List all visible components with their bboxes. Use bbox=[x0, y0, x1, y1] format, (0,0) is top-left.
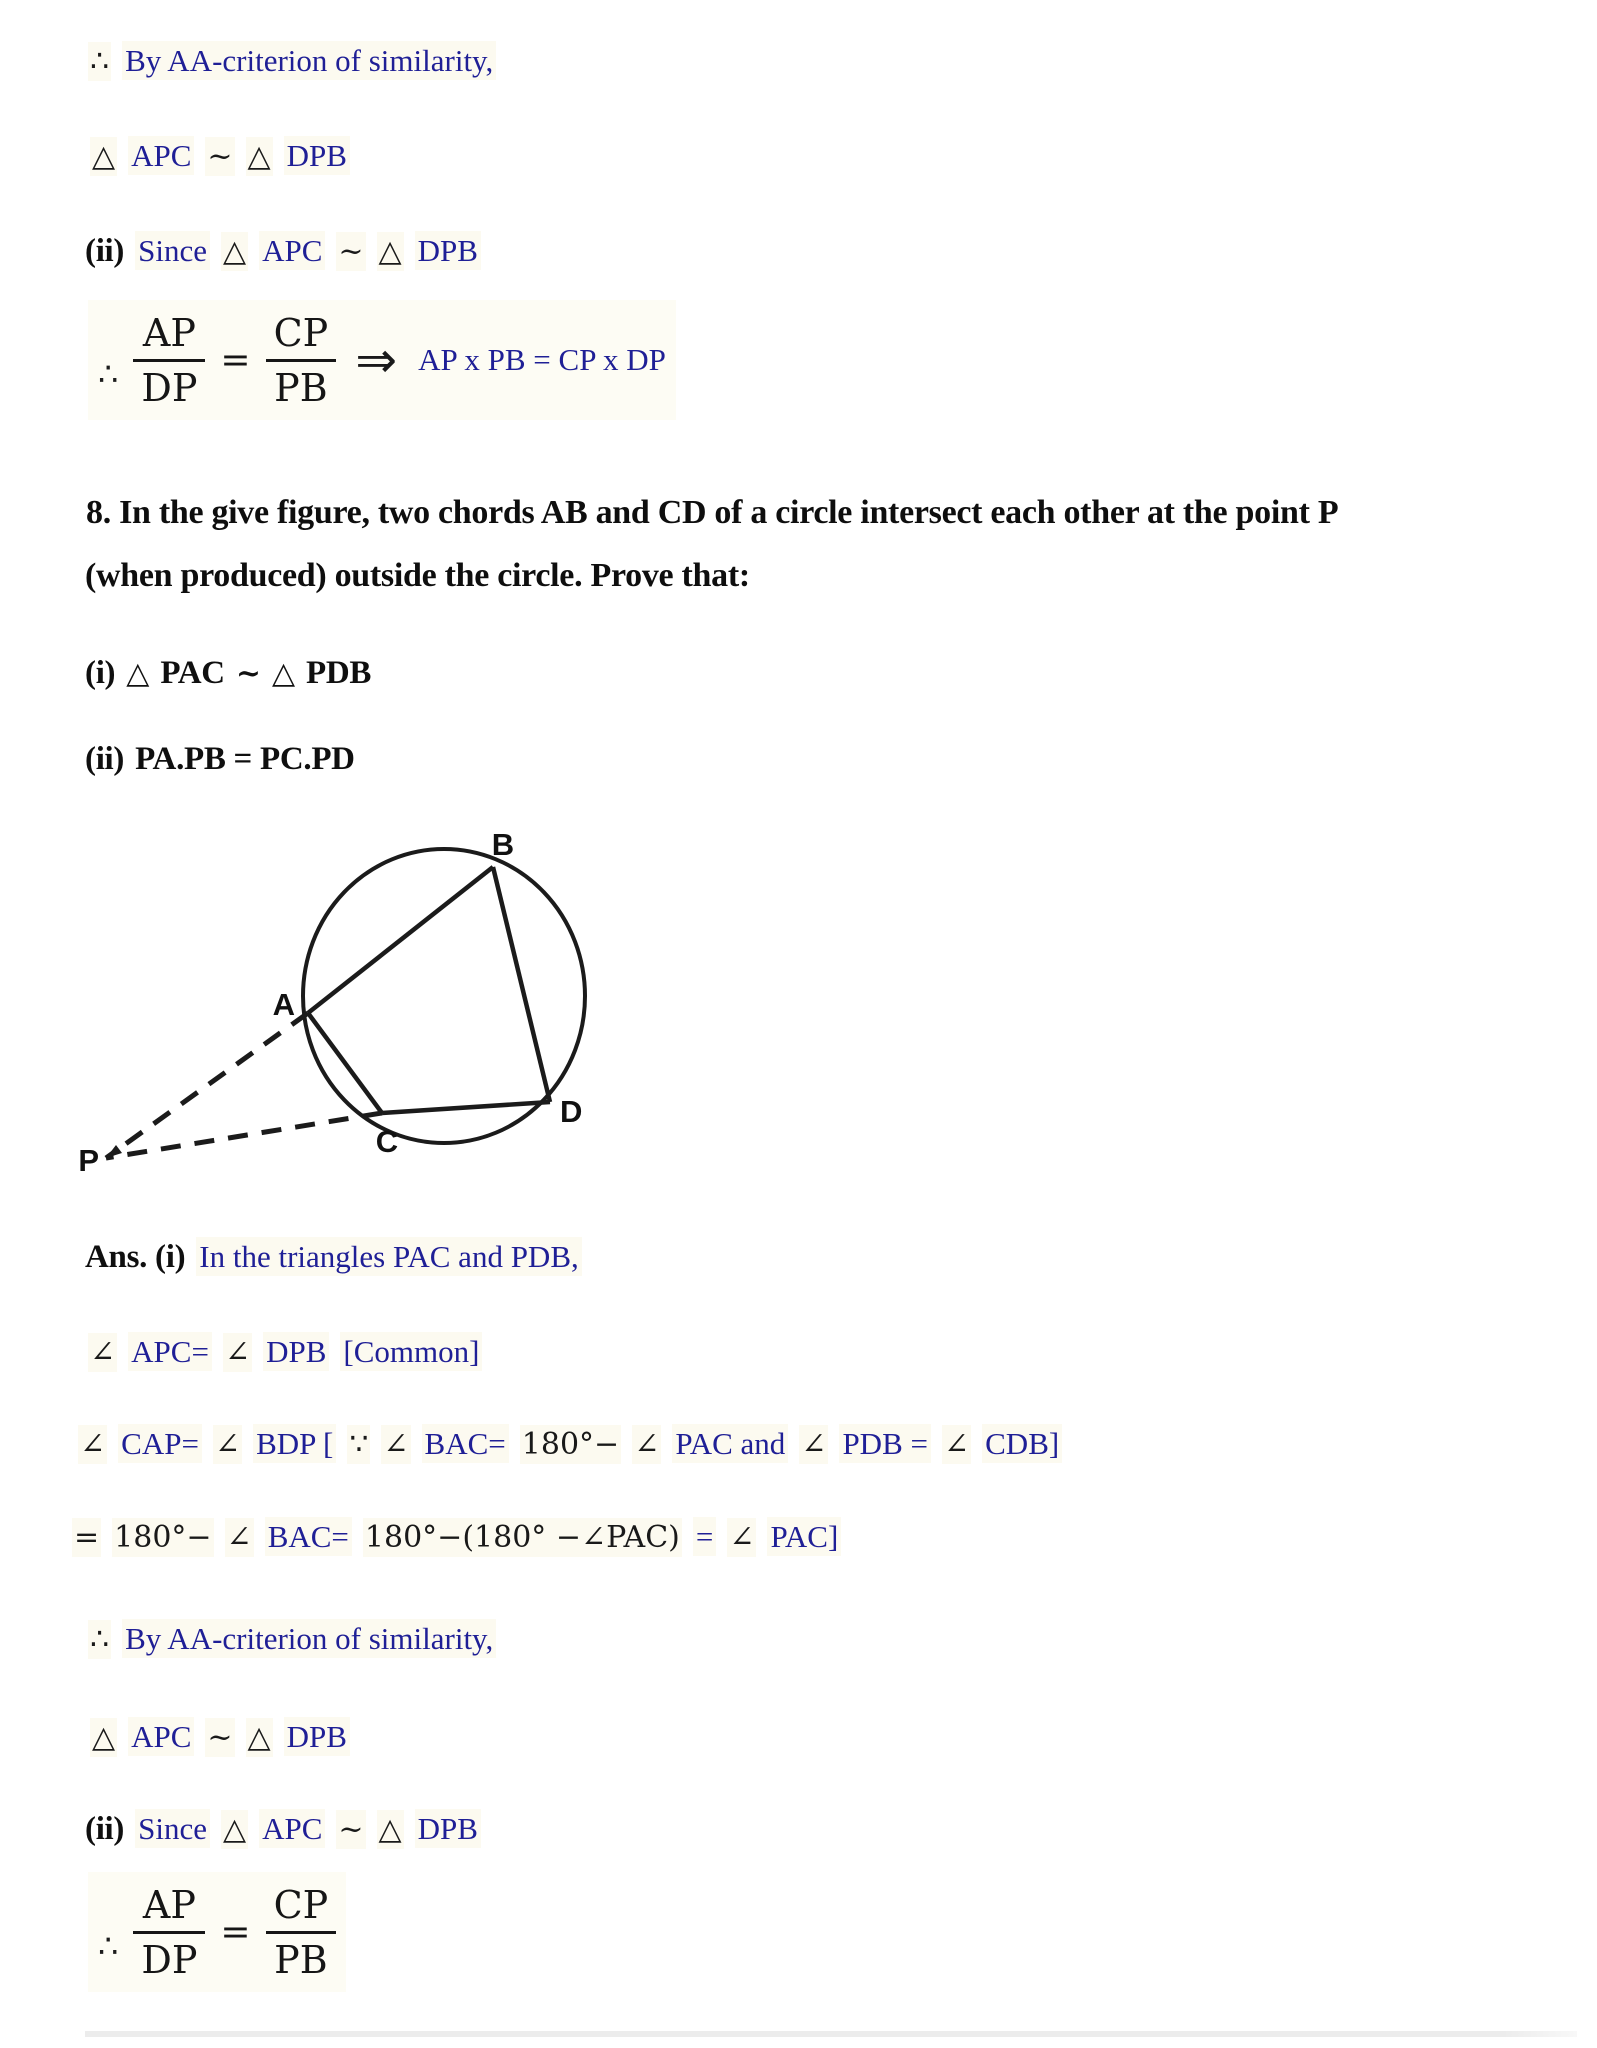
token: BAC= bbox=[265, 1517, 352, 1556]
token: 180°− bbox=[521, 1427, 620, 1462]
implies-arrow-icon: ⇒ bbox=[355, 331, 398, 389]
fraction-denominator: DP bbox=[133, 359, 205, 410]
token: ∠ bbox=[80, 1427, 106, 1462]
angle-equation-common bbox=[88, 1331, 482, 1379]
similarity-statement-1 bbox=[90, 135, 350, 183]
token: △ bbox=[247, 139, 271, 174]
token: 180°− bbox=[114, 1520, 212, 1555]
token: Since bbox=[135, 1809, 210, 1848]
fraction-equation-2 bbox=[88, 1872, 346, 1992]
token: Since bbox=[135, 231, 210, 270]
token: △ bbox=[92, 1720, 116, 1755]
token: APC bbox=[128, 1717, 194, 1756]
token: ~ bbox=[207, 1720, 233, 1755]
token: By AA-criterion of similarity, bbox=[122, 41, 496, 80]
token: ∠ bbox=[801, 1427, 827, 1462]
label-b: B bbox=[491, 827, 515, 862]
similarity-statement-2 bbox=[90, 1716, 350, 1764]
token: APC bbox=[259, 1809, 325, 1848]
token: PDB bbox=[306, 655, 372, 691]
token: △ bbox=[271, 656, 296, 691]
token: [Common] bbox=[340, 1332, 482, 1371]
aa-criterion-line-1 bbox=[88, 40, 496, 88]
fraction-cp-pb bbox=[266, 1883, 337, 1982]
token: ∠ bbox=[224, 1335, 251, 1370]
fraction-ap-dp bbox=[133, 1883, 205, 1982]
angle-equation-180 bbox=[72, 1516, 841, 1564]
token: BAC= bbox=[422, 1424, 509, 1463]
since-statement-2 bbox=[85, 1808, 481, 1856]
dashed-secant-pc bbox=[106, 1113, 382, 1158]
dashed-secant-pa bbox=[106, 1013, 308, 1158]
token: △ bbox=[223, 234, 247, 269]
token: APC= bbox=[128, 1332, 212, 1371]
label-d: D bbox=[560, 1094, 583, 1129]
fraction-numerator: AP bbox=[142, 1882, 196, 1927]
token: ~ bbox=[338, 1812, 364, 1847]
token: CDB] bbox=[982, 1424, 1062, 1463]
question-8-line-1: 8. In the give figure, two chords AB and CD of a circle intersect each other at the point P bbox=[86, 494, 1339, 531]
label-p: P bbox=[78, 1143, 99, 1178]
token: ∠ bbox=[383, 1427, 409, 1462]
fraction-denominator: PB bbox=[266, 359, 336, 410]
equals-sign: = bbox=[220, 1911, 251, 1953]
circle-chords-figure bbox=[55, 815, 615, 1200]
token: DPB bbox=[415, 231, 481, 270]
therefore-symbol: ∴ bbox=[98, 1927, 119, 1965]
fraction-equation-1 bbox=[88, 300, 676, 420]
token: Ans. (i) bbox=[85, 1239, 186, 1275]
chord-ab bbox=[308, 867, 493, 1013]
token: PAC] bbox=[767, 1517, 841, 1556]
aa-criterion-line-2 bbox=[88, 1618, 496, 1666]
token: ~ bbox=[207, 139, 233, 174]
token: ∠ bbox=[90, 1335, 116, 1370]
token: ∠ bbox=[634, 1427, 660, 1462]
fraction-numerator: CP bbox=[273, 310, 329, 355]
token: ∠ bbox=[943, 1427, 970, 1462]
token: ~ bbox=[235, 656, 261, 691]
token: △ bbox=[378, 234, 402, 269]
token: △ bbox=[247, 1720, 271, 1755]
fraction-denominator: PB bbox=[266, 1931, 336, 1982]
circle bbox=[303, 849, 585, 1143]
token: ∠ bbox=[226, 1520, 252, 1555]
token: (ii) bbox=[85, 741, 125, 777]
equals-sign: = bbox=[220, 339, 251, 381]
token: 180°−(180° −∠PAC) bbox=[364, 1520, 680, 1555]
product-equality: AP x PB = CP x DP bbox=[418, 342, 666, 377]
token: ∴ bbox=[90, 1622, 110, 1657]
fraction-cp-pb bbox=[266, 311, 337, 410]
token: PAC bbox=[160, 655, 225, 691]
since-statement-1 bbox=[85, 230, 481, 278]
token: By AA-criterion of similarity, bbox=[122, 1619, 496, 1658]
therefore-symbol: ∴ bbox=[98, 355, 119, 393]
fraction-numerator: AP bbox=[142, 310, 196, 355]
token: △ bbox=[126, 656, 150, 691]
token: △ bbox=[223, 1812, 247, 1847]
token: CAP= bbox=[118, 1424, 202, 1463]
token: △ bbox=[92, 139, 116, 174]
label-a: A bbox=[272, 987, 295, 1022]
chord-bd bbox=[493, 867, 550, 1102]
token: ∴ bbox=[90, 44, 110, 79]
chord-dc bbox=[382, 1102, 550, 1113]
token: ∵ bbox=[349, 1427, 369, 1462]
fraction-denominator: DP bbox=[133, 1931, 205, 1982]
prove-item-ii bbox=[85, 738, 355, 786]
token: DPB bbox=[415, 1809, 481, 1848]
token: In the triangles PAC and PDB, bbox=[196, 1237, 581, 1276]
token: PA.PB = PC.PD bbox=[135, 741, 355, 777]
token: DPB bbox=[284, 1717, 350, 1756]
prove-item-i bbox=[85, 652, 371, 700]
label-c: C bbox=[375, 1124, 399, 1159]
angle-equation-cap-bdp bbox=[78, 1423, 1062, 1471]
fraction-ap-dp bbox=[133, 311, 205, 410]
token: APC bbox=[128, 136, 194, 175]
token: PDB = bbox=[839, 1424, 931, 1463]
token: DPB bbox=[284, 136, 350, 175]
fraction-numerator: CP bbox=[273, 1882, 329, 1927]
token: DPB bbox=[263, 1332, 329, 1371]
token: ∠ bbox=[729, 1520, 755, 1555]
question-8-line-2: (when produced) outside the circle. Prove that: bbox=[85, 557, 750, 594]
token: ∠ bbox=[214, 1427, 241, 1462]
token: △ bbox=[378, 1812, 402, 1847]
token: PAC and bbox=[672, 1424, 788, 1463]
token: (ii) bbox=[85, 1811, 125, 1847]
arrowhead-at-p-icon bbox=[106, 1145, 122, 1158]
token: = bbox=[693, 1517, 716, 1556]
token: APC bbox=[259, 231, 325, 270]
token: (ii) bbox=[85, 233, 125, 269]
token: BDP [ bbox=[253, 1424, 336, 1463]
bottom-divider bbox=[85, 2031, 1577, 2037]
token: = bbox=[74, 1520, 100, 1555]
answer-intro-line bbox=[85, 1236, 582, 1284]
token: ~ bbox=[338, 234, 364, 269]
token: (i) bbox=[85, 655, 116, 691]
